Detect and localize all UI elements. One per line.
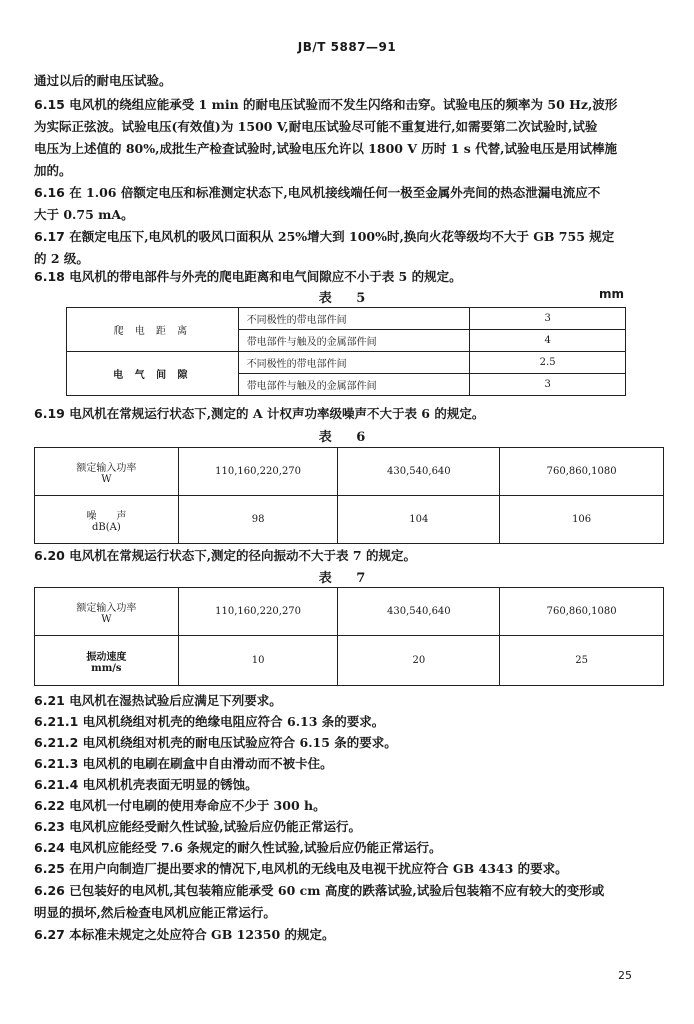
clause-number: 6.19 (34, 406, 65, 421)
clause-number: 6.27 (34, 927, 65, 942)
clause-6-21: 6.21 电风机在湿热试验后应满足下列要求。 (34, 690, 662, 712)
table-5-caption: 表 5 (318, 291, 376, 306)
table-cell: 104 (338, 496, 500, 544)
clause-6-21-3: 6.21.3 电风机的电刷在刷盒中自由滑动而不被卡住。 (34, 753, 662, 775)
clause-6-22: 6.22 电风机一付电刷的使用寿命应不少于 300 h。 (34, 795, 662, 817)
clause-6-26-line-2: 明显的损坏,然后检查电风机应能正常运行。 (34, 905, 276, 920)
clause-6-27: 6.27 本标准未规定之处应符合 GB 12350 的规定。 (34, 924, 662, 946)
clause-number: 6.22 (34, 798, 65, 813)
table-cell: 430,540,640 (338, 588, 500, 636)
table-cell: 110,160,220,270 (178, 588, 338, 636)
clause-number: 6.21.3 (34, 756, 79, 771)
table-5-unit: mm (598, 287, 624, 301)
clause-number: 6.25 (34, 861, 65, 876)
clause-6-23: 6.23 电风机应能经受耐久性试验,试验后应仍能正常运行。 (34, 816, 662, 838)
clause-6-26-line-1: 6.26 已包装好的电风机,其包装箱应能承受 60 cm 高度的跌落试验,试验后包装箱不应有较大的变形或 (34, 880, 662, 902)
table-row (35, 588, 664, 636)
table-6 (34, 447, 664, 544)
table-row (35, 496, 664, 544)
clause-number: 6.23 (34, 819, 65, 834)
table-row (67, 352, 626, 374)
clause-6-20: 6.20 电风机在常规运行状态下,测定的径向振动不大于表 7 的规定。 (34, 545, 662, 567)
clause-number: 6.21.4 (34, 777, 79, 792)
table-cell-item: 带电部件与触及的金属部件间 (238, 330, 470, 352)
table-row (35, 636, 664, 686)
clause-6-15-line-4: 加的。 (34, 163, 72, 178)
clause-number: 6.18 (34, 269, 65, 284)
clause-6-17-line-2: 的 2 级。 (34, 251, 89, 266)
clause-number: 6.21 (34, 693, 65, 708)
clause-6-21-1: 6.21.1 电风机绕组对机壳的绝缘电阻应符合 6.13 条的要求。 (34, 711, 662, 733)
page-number: 25 (618, 969, 632, 982)
clause-6-15-line-3: 电压为上述值的 80%,成批生产检查试验时,试验电压允许以 1800 V 历时 1 s 代替,试验电压是用试棒施 (34, 141, 618, 156)
clause-6-21-2: 6.21.2 电风机绕组对机壳的耐电压试验应符合 6.15 条的要求。 (34, 732, 662, 754)
clause-6-18: 6.18 电风机的带电部件与外壳的爬电距离和电气间隙应不小于表 5 的规定。 (34, 266, 662, 288)
clause-6-16-line-2: 大于 0.75 mA。 (34, 207, 134, 222)
clause-number: 6.21.1 (34, 714, 79, 729)
table-cell-item: 不同极性的带电部件间 (238, 352, 470, 374)
table-cell-item: 不同极性的带电部件间 (238, 308, 470, 330)
table-row (35, 448, 664, 496)
document-header: JB/T 5887—91 (297, 40, 397, 54)
clause-number: 6.16 (34, 185, 65, 200)
table-7 (34, 587, 664, 686)
table-cell: 430,540,640 (338, 448, 500, 496)
table-cell-value: 3 (470, 308, 626, 330)
table-cell: 98 (178, 496, 338, 544)
clause-6-21-4: 6.21.4 电风机机壳表面无明显的锈蚀。 (34, 774, 662, 796)
table-cell: 106 (500, 496, 664, 544)
table-cell: 20 (338, 636, 500, 686)
table-cell-item: 带电部件与触及的金属部件间 (238, 374, 470, 396)
table-cell-group: 电 气 间 隙 (67, 352, 239, 396)
clause-number: 6.26 (34, 883, 65, 898)
table-row-header: 振动速度 mm/s (35, 636, 179, 686)
table-cell-group: 爬 电 距 离 (67, 308, 239, 352)
clause-6-25: 6.25 在用户向制造厂提出要求的情况下,电风机的无线电及电视干扰应符合 GB 4343 的要求。 (34, 858, 662, 880)
table-cell-value: 3 (470, 374, 626, 396)
table-cell: 760,860,1080 (500, 448, 664, 496)
clause-6-15-line-2: 为实际正弦波。试验电压(有效值)为 1500 V,耐电压试验尽可能不重复进行,如需要第二次试验时,试验 (34, 119, 598, 134)
clause-number: 6.24 (34, 840, 65, 855)
clause-6-16-line-1: 6.16 在 1.06 倍额定电压和标准测定状态下,电风机接线端任何一极至金属外壳间的热态泄漏电流应不 (34, 182, 662, 204)
clause-number: 6.15 (34, 97, 65, 112)
table-7-caption: 表 7 (318, 571, 376, 586)
table-cell-value: 4 (470, 330, 626, 352)
clause-6-17-line-1: 6.17 在额定电压下,电风机的吸风口面积从 25%增大到 100%时,换向火花等级均不大于 GB 755 规定 (34, 226, 662, 248)
paragraph-continuation: 通过以后的耐电压试验。 (34, 73, 172, 88)
clause-6-19: 6.19 电风机在常规运行状态下,测定的 A 计权声功率级噪声不大于表 6 的规定。 (34, 403, 662, 425)
table-cell-value: 2.5 (470, 352, 626, 374)
table-cell: 25 (500, 636, 664, 686)
table-cell: 760,860,1080 (500, 588, 664, 636)
table-cell: 110,160,220,270 (178, 448, 338, 496)
clause-number: 6.20 (34, 548, 65, 563)
table-6-caption: 表 6 (318, 430, 376, 445)
table-cell: 10 (178, 636, 338, 686)
table-row-header: 噪 声 dB(A) (35, 496, 179, 544)
clause-6-24: 6.24 电风机应能经受 7.6 条规定的耐久性试验,试验后应仍能正常运行。 (34, 837, 662, 859)
table-row-header: 额定输入功率 W (35, 448, 179, 496)
table-row-header: 额定输入功率 W (35, 588, 179, 636)
table-row (67, 308, 626, 330)
table-5 (66, 307, 626, 396)
clause-6-15-line-1: 6.15 电风机的绕组应能承受 1 min 的耐电压试验而不发生闪络和击穿。试验电压的频率为 50 Hz,波形 (34, 94, 662, 116)
clause-number: 6.21.2 (34, 735, 79, 750)
clause-number: 6.17 (34, 229, 65, 244)
